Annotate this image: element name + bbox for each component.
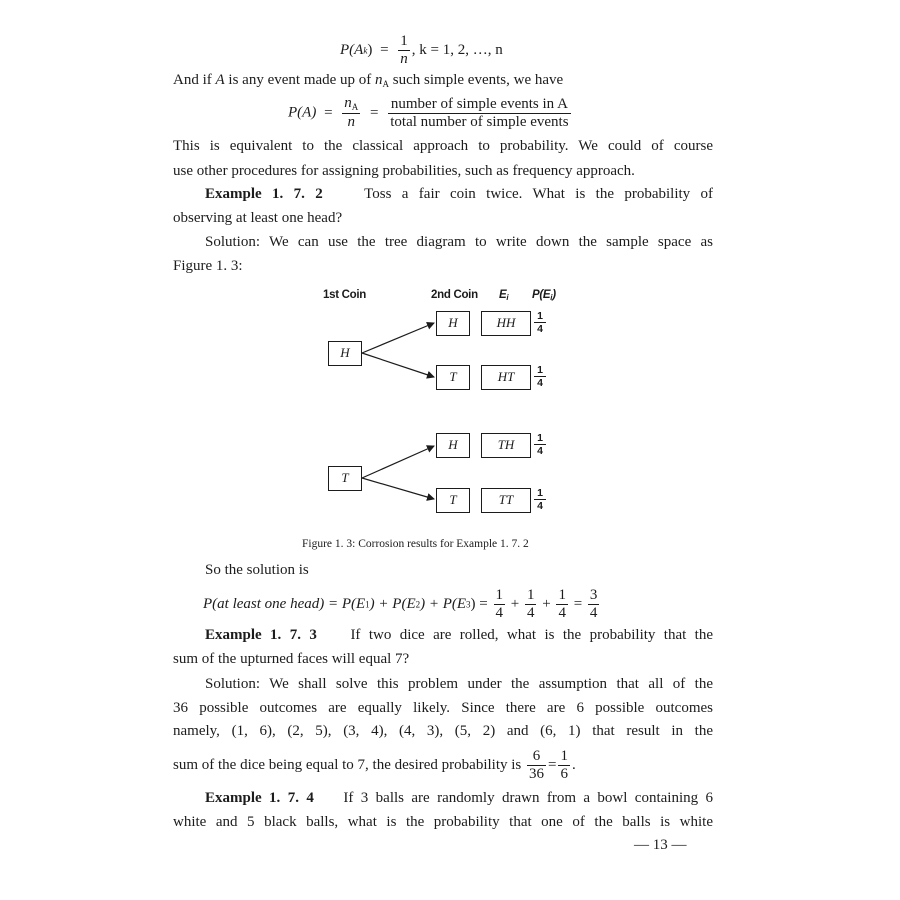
outcome-box-th: TH [481,433,531,458]
fraction-quarter-1: $\frac{1}{4}$ [495,587,504,621]
example-1-7-2-label: Example 1. 7. 2 [205,186,323,202]
example-1-7-4-line1: Example 1. 7. 4 If 3 balls are randomly drawn from a bowl containing 6 [205,790,714,806]
paragraph-event-a: And if A is any event made up of $n_A$ such simple events, we have [173,72,564,89]
fraction-six-over-thirty-six: $\frac{6}{36}$ [529,748,545,782]
solution-1-7-2-line2: Figure 1. 3: [173,258,243,274]
solution-1-7-3-line4: sum of the dice being equal to 7, the desired probability is $\frac{6}{36}$ = $\frac{1}{6}$ . [173,748,576,782]
second-coin-box-1: H [436,311,470,336]
formula-at-least-one-head: P(at least one head) = P(E1) + P(E2) + P(E3) = $\frac{1}{4}$ + $\frac{1}{4}$ + $\frac{1}{4}$ = $\frac{3}{4}$ [203,587,598,621]
solution-1-7-3-line2: 36 possible outcomes are equally likely. Since there are 6 possible outcomes [173,700,713,716]
outcome-box-ht: HT [481,365,531,390]
paragraph-classical-approach-line1: This is equivalent to the classical approach to probability. We could of course [173,138,713,154]
fraction-one-over-n: $\frac{1}{n}$ [400,33,408,67]
example-1-7-2-line1: Example 1. 7. 2 Toss a fair coin twice. What is the probability of [205,186,714,202]
header-first-coin: 1st Coin [323,289,366,301]
fraction-quarter-2: $\frac{1}{4}$ [526,587,535,621]
fraction-quarter-3: $\frac{1}{4}$ [558,587,566,621]
solution-1-7-3-line3: namely, (1, 6), (2, 5), (3, 4), (4, 3), (5, 2) and (6, 1) that result in the [173,723,713,739]
fraction-classical-probability: $\frac{\text{number of simple events in A}}{\text{total number of simple events}}$ [390,95,569,130]
header-second-coin: 2nd Coin [431,289,478,301]
second-coin-box-4: T [436,488,470,513]
branch-h-to-t [362,353,434,377]
solution-1-7-3-line1: Solution: We shall solve this problem under the assumption that all of the [205,676,713,692]
fraction-na-over-n: $\frac{n_A}{n}$ [344,95,359,130]
first-coin-tails-box: T [328,466,362,491]
probability-th: $\frac{1}{4}$ [534,432,546,457]
outcome-box-tt: TT [481,488,531,513]
figure-caption: Figure 1. 3: Corrosion results for Example 1. 7. 2 [302,538,529,550]
second-coin-box-2: T [436,365,470,390]
solution-1-7-2-line1: Solution: We can use the tree diagram to write down the sample space as [205,234,713,250]
paragraph-classical-approach-line2: use other procedures for assigning probabilities, such as frequency approach. [173,163,635,179]
header-outcome: Ei [499,289,509,302]
outcome-box-hh: HH [481,311,531,336]
branch-h-to-h [362,323,434,353]
second-coin-box-3: H [436,433,470,458]
page-number: — 13 — [634,837,687,853]
probability-hh: $\frac{1}{4}$ [534,310,546,335]
example-1-7-4-label: Example 1. 7. 4 [205,790,314,806]
example-1-7-2-line2: observing at least one head? [173,210,343,226]
example-1-7-4-line2: white and 5 black balls, what is the probability that one of the balls is white [173,814,713,830]
branch-t-to-h [362,446,434,478]
solution-intro: So the solution is [205,562,309,578]
formula-probability-event-a: P(A) = $\frac{n_A}{n}$ = $\frac{\text{number of simple events in A}}{\text{total number of simple events}}$ [288,95,569,130]
probability-ht: $\frac{1}{4}$ [534,364,546,389]
example-1-7-3-label: Example 1. 7. 3 [205,627,317,643]
example-1-7-3-line2: sum of the upturned faces will equal 7? [173,651,410,667]
fraction-three-quarters: $\frac{3}{4}$ [589,587,598,621]
example-1-7-3-line1: Example 1. 7. 3 If two dice are rolled, what is the probability that the [205,627,714,643]
first-coin-heads-box: H [328,341,362,366]
probability-tt: $\frac{1}{4}$ [534,487,546,512]
branch-t-to-t [362,478,434,499]
formula-probability-simple-event: P(Ak) = $\frac{1}{n}$ , k = 1, 2, …, n [340,33,503,67]
header-outcome-probability: P(Ei) [532,289,556,302]
fraction-one-over-six: $\frac{1}{6}$ [560,748,568,782]
